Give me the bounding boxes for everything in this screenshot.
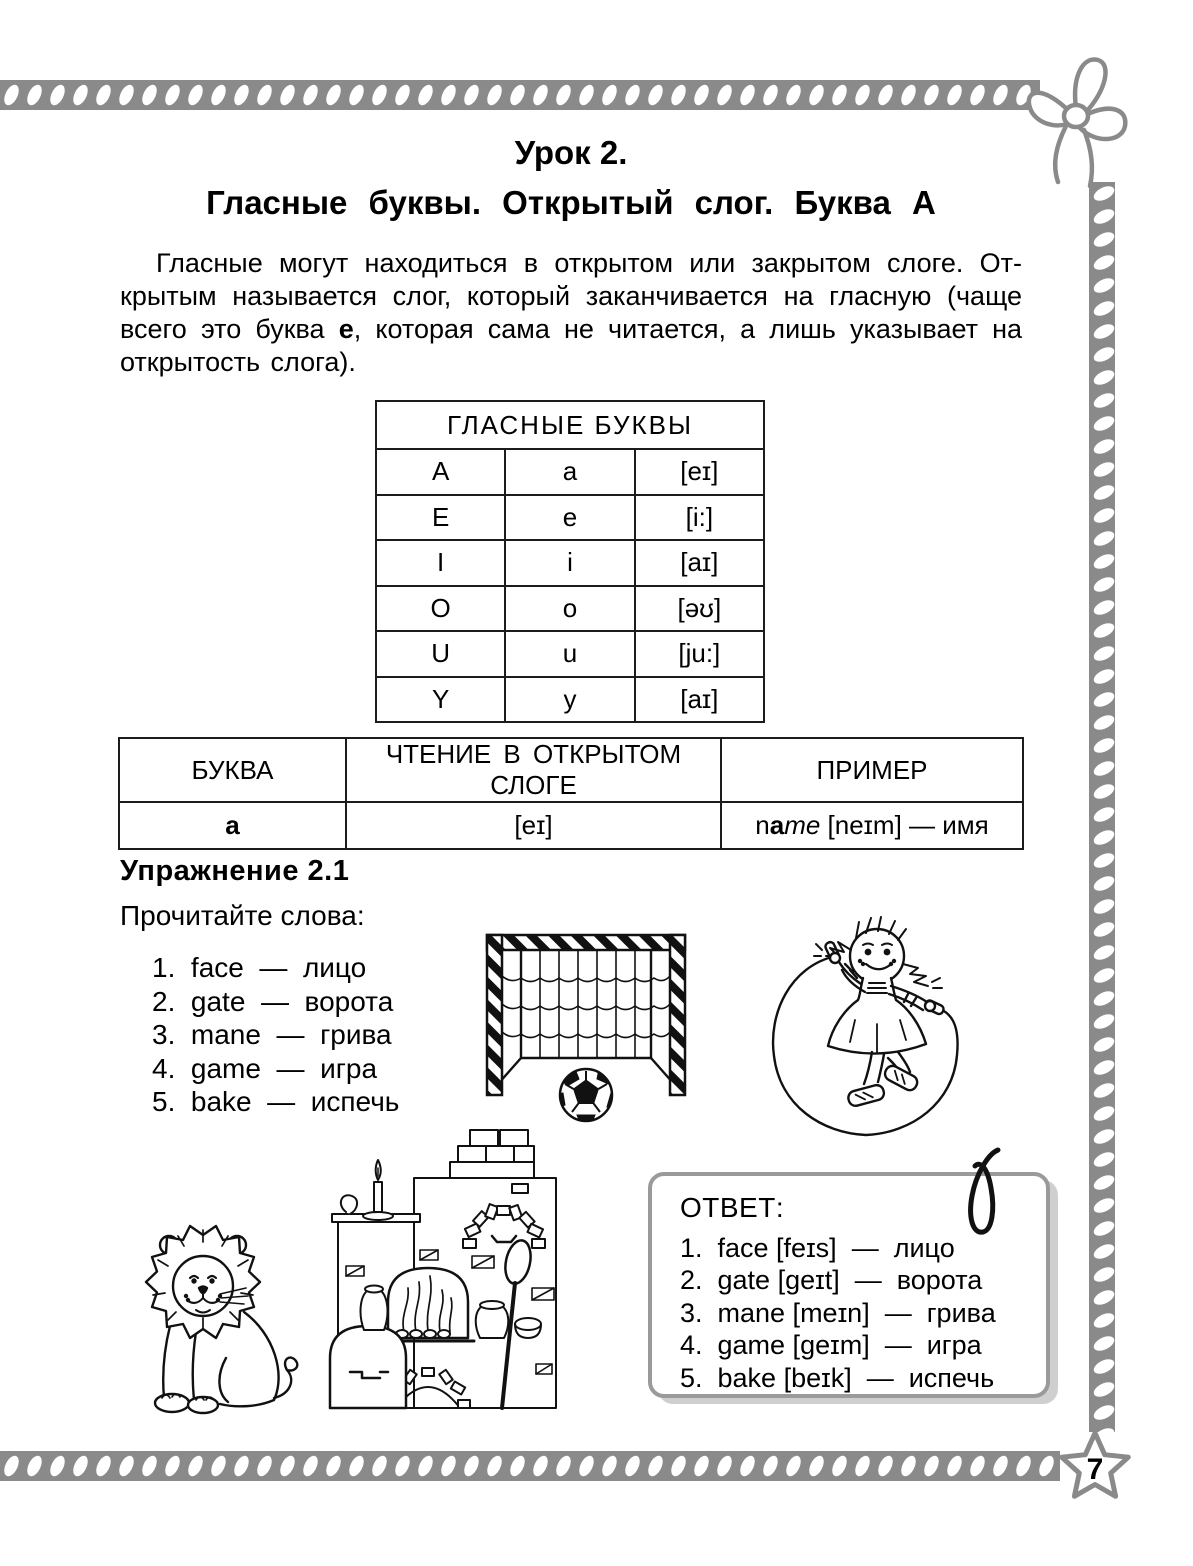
vowel-row <box>376 586 764 632</box>
vowel-cell: [aɪ] <box>635 677 764 723</box>
intro-line <box>120 313 1022 346</box>
vowel-cell: [əʊ] <box>635 586 764 632</box>
column-header-example: ПРИМЕР <box>721 738 1023 802</box>
bow-icon <box>1022 50 1134 190</box>
exercise-title: Упражнение 2.1 <box>120 855 350 887</box>
vowel-row <box>376 631 764 677</box>
word-list-item: 4. game — игра <box>152 1052 378 1084</box>
intro-line: открытость слога). <box>120 347 356 377</box>
word-list-item: 5. bake — испечь <box>152 1086 400 1117</box>
example-italic: me <box>784 810 821 840</box>
vowel-cell: [aɪ] <box>635 540 764 586</box>
vowel-row <box>376 495 764 541</box>
answer-list <box>680 1232 1046 1394</box>
word-list <box>152 951 399 1119</box>
example-text: [neɪm] — имя <box>820 810 989 840</box>
intro-text: всего это буква <box>120 314 339 344</box>
word-list-item: 2. gate — ворота <box>152 985 394 1017</box>
vowel-cell: O <box>376 586 505 632</box>
answer-list-item: 5. bake [beɪk] — испечь <box>680 1362 995 1393</box>
rope-border-right <box>1089 182 1115 1432</box>
vowel-cell: Y <box>376 677 505 723</box>
intro-text: , которая сама не читается, а лишь указывает на <box>353 314 1022 344</box>
vowel-cell: A <box>376 449 505 495</box>
pen-squiggle-icon <box>948 1146 1010 1246</box>
vowel-row <box>376 677 764 723</box>
answer-list-item: 4. game [geɪm] — игра <box>680 1330 982 1361</box>
page-number: 7 <box>1086 1453 1104 1486</box>
vowel-table-title: ГЛАСНЫЕ БУКВЫ <box>376 401 764 449</box>
vowel-cell: y <box>505 677 634 723</box>
answer-title: ОТВЕТ: <box>680 1192 785 1223</box>
vowel-table <box>375 400 765 723</box>
russian-stove-illustration <box>322 1126 572 1418</box>
rope-border-top <box>0 80 1040 110</box>
exercise-instruction: Прочитайте слова: <box>120 900 365 931</box>
vowel-cell: i <box>505 540 634 586</box>
answer-list-item: 1. face [feɪs] — лицо <box>680 1233 955 1263</box>
lion-illustration <box>108 1200 303 1415</box>
word-list-item: 3. mane — грива <box>152 1019 392 1050</box>
vowel-cell: a <box>505 449 634 495</box>
vowel-cell: [eɪ] <box>635 449 764 495</box>
intro-paragraph <box>120 247 1022 379</box>
vowel-row <box>376 540 764 586</box>
soccer-ball-icon <box>553 1069 619 1123</box>
vowel-cell: o <box>505 586 634 632</box>
page-title: Гласные буквы. Открытый слог. Буква А <box>206 184 936 221</box>
column-header-letter: БУКВА <box>119 738 346 802</box>
column-header-reading: ЧТЕНИЕ В ОТКРЫТОМ СЛОГЕ <box>346 738 721 802</box>
vowel-cell: E <box>376 495 505 541</box>
answer-list-item: 3. mane [meɪn] — грива <box>680 1297 996 1328</box>
rope-border-bottom <box>0 1451 1060 1481</box>
example-cell <box>721 802 1023 849</box>
answer-list-item: 2. gate [geɪt] — ворота <box>680 1265 983 1296</box>
reading-rule-row <box>119 802 1023 849</box>
lesson-label: Урок 2. <box>514 134 628 171</box>
vowel-cell: I <box>376 540 505 586</box>
intro-line: крытым называется слог, который заканчивается на гласную (чаще <box>120 281 1022 311</box>
word-list-item: 1. face — лицо <box>152 952 367 983</box>
vowel-cell: e <box>505 495 634 541</box>
reading-rule-table <box>118 737 1024 850</box>
page-number-star <box>1057 1428 1133 1508</box>
reading-cell: [eɪ] <box>346 802 721 849</box>
vowel-cell: u <box>505 631 634 677</box>
soccer-goal-illustration <box>483 927 689 1123</box>
example-text: n <box>755 810 770 840</box>
vowel-cell: [ju:] <box>635 631 764 677</box>
intro-line: Гласные могут находиться в открытом или закрытом слоге. От- <box>156 248 1022 278</box>
vowel-cell: U <box>376 631 505 677</box>
vowel-row <box>376 449 764 495</box>
girl-jumping-rope-illustration <box>760 912 970 1140</box>
vowel-cell: [i:] <box>635 495 764 541</box>
letter-cell: a <box>119 802 346 849</box>
intro-bold-letter: е <box>338 314 354 344</box>
example-bold: a <box>769 810 785 840</box>
